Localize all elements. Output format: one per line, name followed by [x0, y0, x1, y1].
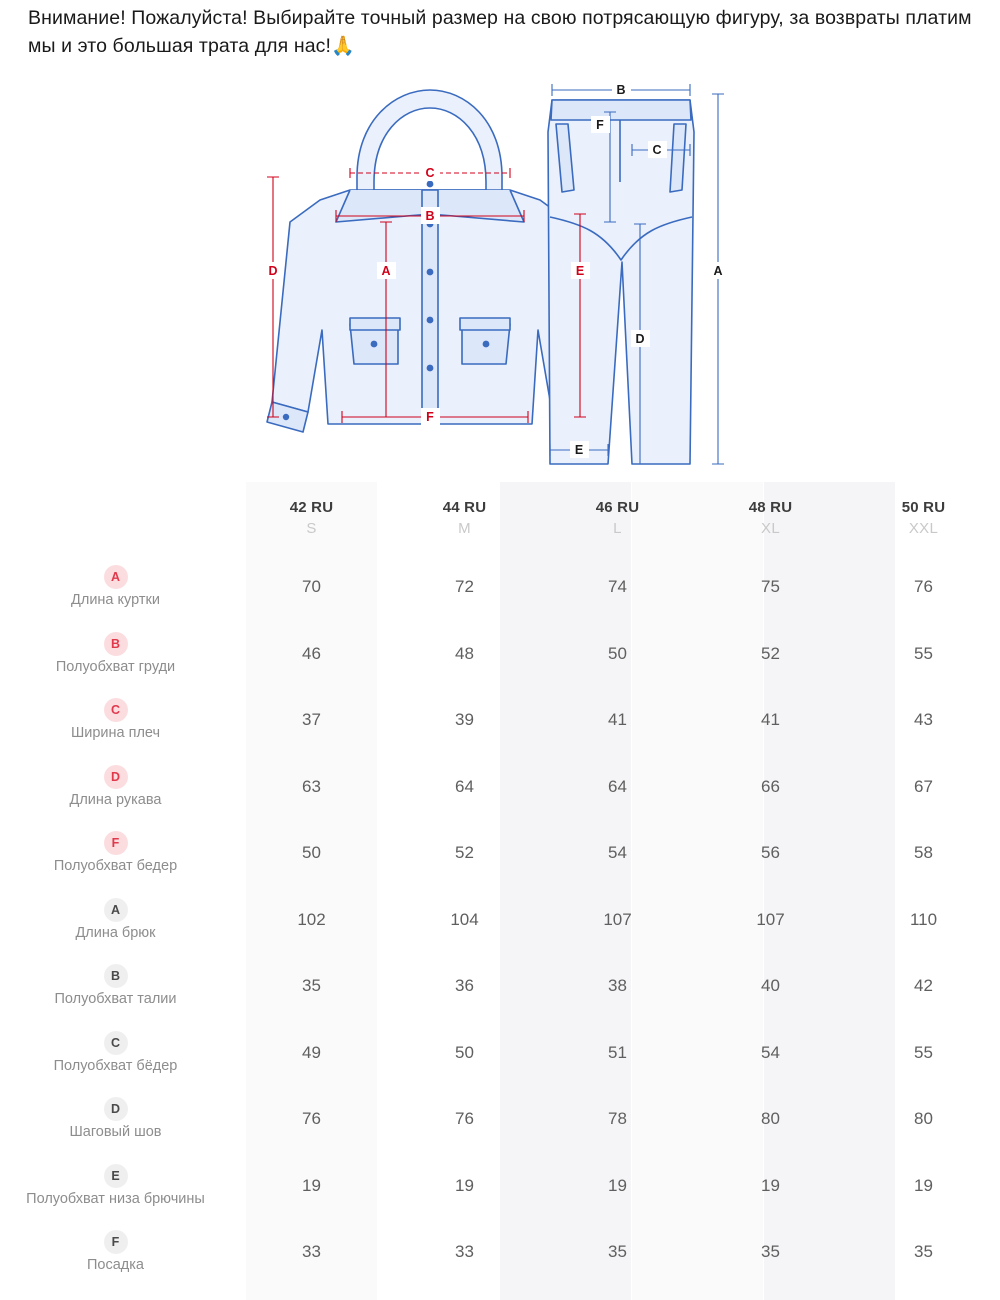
svg-text:F: F	[596, 118, 604, 132]
measurement-value: 33	[455, 1242, 474, 1262]
measurement-value: 49	[302, 1042, 321, 1062]
measurement-value: 63	[302, 776, 321, 796]
measurement-value: 107	[756, 909, 785, 929]
measurement-badge: A	[104, 565, 128, 589]
measurement-value: 35	[914, 1242, 933, 1262]
measurement-value: 54	[608, 843, 627, 863]
measurement-badge: C	[104, 698, 128, 722]
measurement-value: 76	[455, 1109, 474, 1129]
measurement-label-cell	[0, 1153, 235, 1220]
measurement-name: Ширина плеч	[70, 725, 161, 742]
measurement-value: 64	[608, 776, 627, 796]
header-intl-2: M	[458, 520, 471, 537]
measurement-badge: D	[104, 1097, 128, 1121]
measurement-value: 19	[302, 1175, 321, 1195]
measurement-badge: D	[104, 765, 128, 789]
measurement-value: 41	[608, 710, 627, 730]
measurement-value: 50	[455, 1042, 474, 1062]
measurement-value: 80	[914, 1109, 933, 1129]
header-size-5	[847, 482, 1000, 554]
header-ru-1: 42 RU	[289, 499, 334, 516]
measurement-name: Полуобхват низа брючины	[26, 1190, 205, 1207]
measurement-value: 110	[909, 909, 938, 929]
measurement-badge: E	[104, 1164, 128, 1188]
table-row	[0, 1153, 1000, 1220]
garment-measurement-diagram	[250, 72, 750, 472]
svg-text:B: B	[425, 209, 435, 223]
table-body	[0, 554, 1000, 1286]
measurement-value: 104	[450, 909, 479, 929]
header-intl-3: L	[613, 520, 622, 537]
measurement-value: 19	[455, 1175, 474, 1195]
measurement-value: 70	[302, 577, 321, 597]
measurement-name: Полуобхват груди	[55, 658, 176, 675]
measurement-value: 55	[914, 643, 933, 663]
measurement-name: Шаговый шов	[69, 1124, 162, 1141]
measurement-value: 67	[914, 776, 933, 796]
measurement-value: 78	[608, 1109, 627, 1129]
measurement-value: 41	[761, 710, 780, 730]
measurement-value: 42	[914, 976, 933, 996]
header-intl-1: S	[306, 520, 317, 537]
measurement-value: 56	[761, 843, 780, 863]
measurement-label-cell	[0, 953, 235, 1020]
size-table-container	[0, 482, 1000, 1300]
measurement-value: 39	[455, 710, 474, 730]
measurement-value: 54	[761, 1042, 780, 1062]
measurement-value: 74	[608, 577, 627, 597]
header-ru-2: 44 RU	[442, 499, 487, 516]
measurement-value: 51	[608, 1042, 627, 1062]
notice-text	[28, 4, 973, 61]
header-ru-4: 48 RU	[748, 499, 793, 516]
measurement-label-cell	[0, 554, 235, 621]
measurement-name: Длина куртки	[71, 592, 160, 609]
table-row	[0, 887, 1000, 954]
svg-text:D: D	[268, 264, 278, 278]
measurement-value: 76	[914, 577, 933, 597]
header-measure	[0, 482, 235, 554]
measurement-value: 75	[761, 577, 780, 597]
measurement-label-cell	[0, 621, 235, 688]
size-table	[0, 482, 1000, 1286]
measurement-value: 35	[761, 1242, 780, 1262]
table-row	[0, 621, 1000, 688]
measurement-value: 55	[914, 1042, 933, 1062]
table-row	[0, 554, 1000, 621]
measurement-name: Посадка	[87, 1257, 144, 1274]
measurement-value: 80	[761, 1109, 780, 1129]
header-size-3	[541, 482, 694, 554]
measurement-value: 43	[914, 710, 933, 730]
measurement-value: 48	[455, 643, 474, 663]
header-size-2	[388, 482, 541, 554]
header-ru-5: 50 RU	[901, 499, 946, 516]
measurement-value: 38	[608, 976, 627, 996]
svg-text:D: D	[635, 332, 645, 346]
measurement-label-cell	[0, 754, 235, 821]
svg-text:B: B	[616, 83, 626, 97]
measurement-value: 35	[608, 1242, 627, 1262]
measurement-label-cell	[0, 1086, 235, 1153]
praying-hands-icon: 🙏	[331, 36, 355, 57]
header-intl-4: XL	[761, 520, 780, 537]
measurement-value: 40	[761, 976, 780, 996]
notice-message: Внимание! Пожалуйста! Выбирайте точный размер на свою потрясающую фигуру, за возвраты платим мы и это большая трата для нас!	[28, 7, 972, 57]
header-size-1	[235, 482, 388, 554]
measurement-value: 19	[761, 1175, 780, 1195]
measurement-label-cell	[0, 887, 235, 954]
table-header-row	[0, 482, 1000, 554]
table-row	[0, 953, 1000, 1020]
table-row	[0, 820, 1000, 887]
header-size-4	[694, 482, 847, 554]
svg-text:E: E	[575, 264, 585, 278]
measurement-value: 66	[761, 776, 780, 796]
measurement-value: 52	[455, 843, 474, 863]
measurement-badge: F	[104, 1230, 128, 1254]
table-row	[0, 1219, 1000, 1286]
measurement-value: 50	[608, 643, 627, 663]
measurement-name: Полуобхват талии	[54, 991, 177, 1008]
measurement-label-cell	[0, 820, 235, 887]
measurement-value: 58	[914, 843, 933, 863]
measurement-value: 19	[608, 1175, 627, 1195]
table-row	[0, 1086, 1000, 1153]
measurement-badge: C	[104, 1031, 128, 1055]
measurement-value: 50	[302, 843, 321, 863]
header-ru-3: 46 RU	[595, 499, 640, 516]
measurement-value: 52	[761, 643, 780, 663]
measurement-name: Полуобхват бёдер	[53, 1057, 178, 1074]
svg-text:C: C	[425, 166, 435, 180]
table-row	[0, 1020, 1000, 1087]
table-row	[0, 687, 1000, 754]
measurement-value: 64	[455, 776, 474, 796]
measurement-badge: B	[104, 632, 128, 656]
svg-text:A: A	[381, 264, 391, 278]
svg-text:F: F	[426, 410, 434, 424]
svg-text:C: C	[652, 143, 662, 157]
measurement-value: 72	[455, 577, 474, 597]
measurement-badge: F	[104, 831, 128, 855]
measurement-label-cell	[0, 687, 235, 754]
measurement-value: 107	[603, 909, 632, 929]
header-intl-5: XXL	[908, 520, 939, 537]
measurement-value: 37	[302, 710, 321, 730]
measurement-value: 76	[302, 1109, 321, 1129]
table-row	[0, 754, 1000, 821]
measurement-value: 102	[297, 909, 326, 929]
measurement-badge: B	[104, 964, 128, 988]
svg-text:E: E	[574, 443, 584, 457]
svg-text:A: A	[713, 264, 723, 278]
measurement-value: 36	[455, 976, 474, 996]
measurement-name: Полуобхват бедер	[53, 858, 178, 875]
measurement-value: 19	[914, 1175, 933, 1195]
measurement-name: Длина брюк	[75, 924, 156, 941]
measurement-name: Длина рукава	[69, 791, 162, 808]
measurement-value: 35	[302, 976, 321, 996]
measurement-badge: A	[104, 898, 128, 922]
measurement-label-cell	[0, 1020, 235, 1087]
measurement-value: 33	[302, 1242, 321, 1262]
measurement-label-cell	[0, 1219, 235, 1286]
measurement-value: 46	[302, 643, 321, 663]
